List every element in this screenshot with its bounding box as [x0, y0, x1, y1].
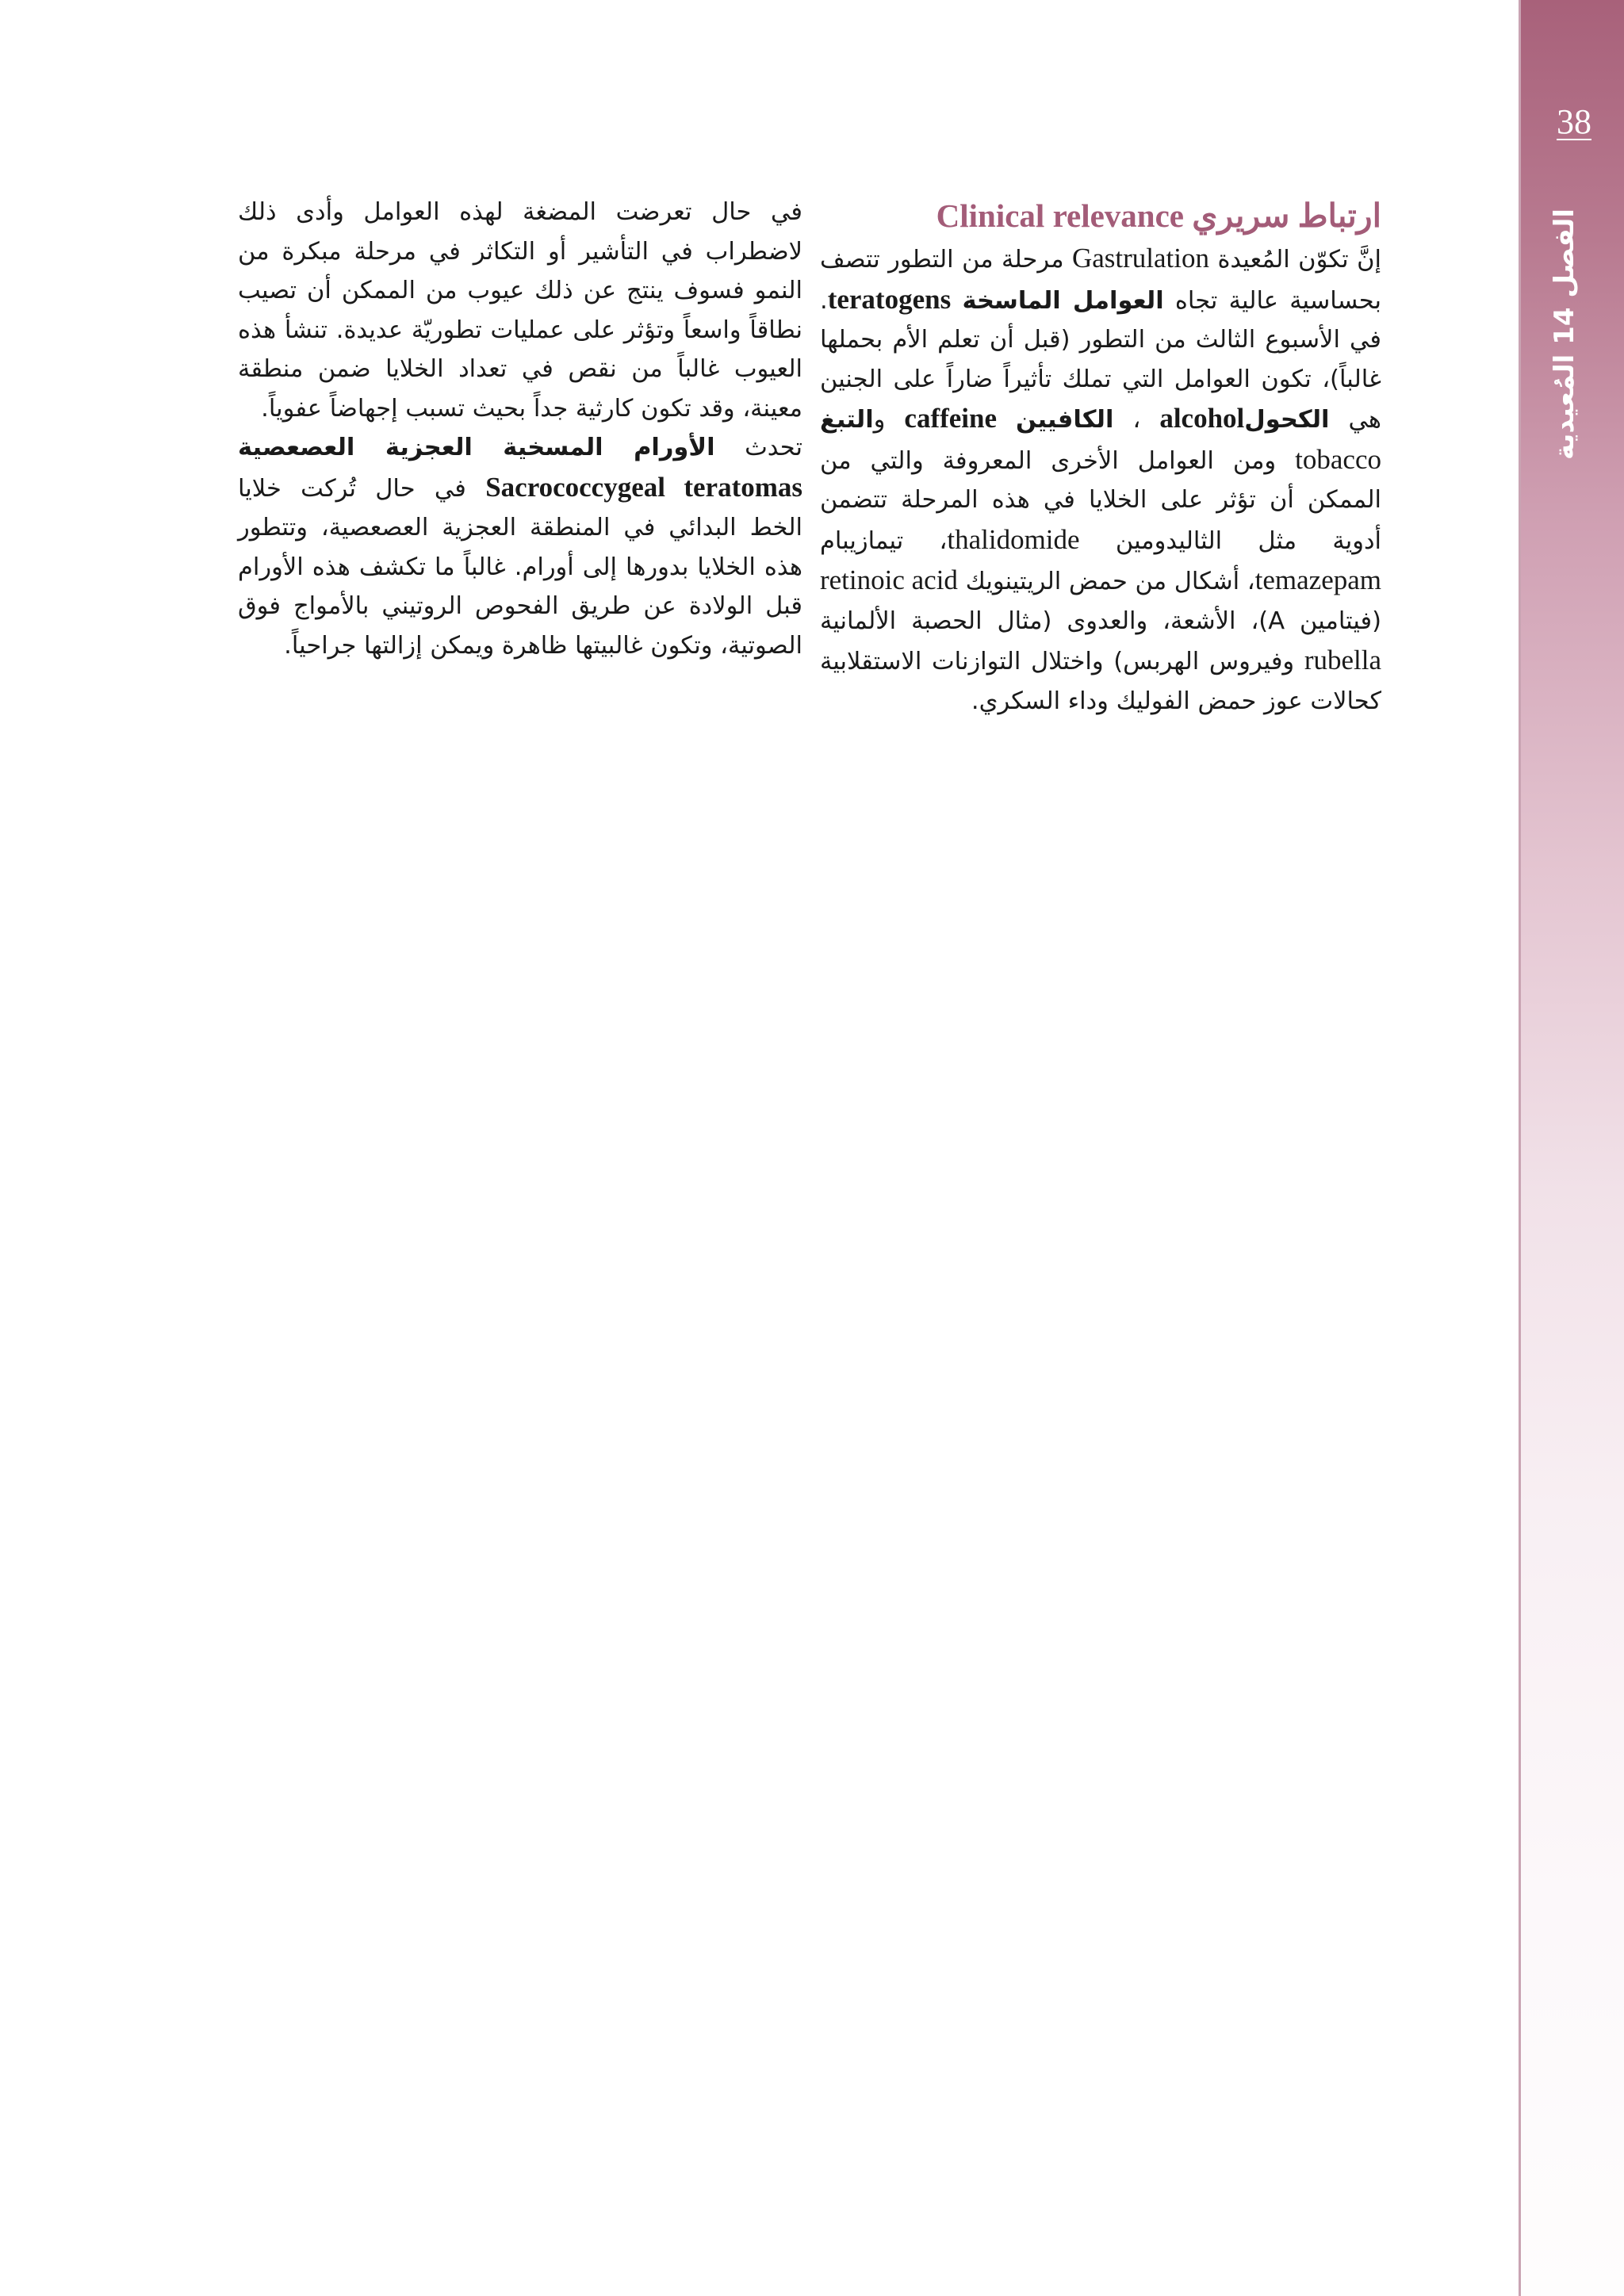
text-run: ،: [1113, 406, 1160, 434]
text-run: مرحلة من التطور تتصف بحساسية عالية تجاه: [820, 246, 1381, 315]
paragraph-sacrococcygeal-teratomas: [238, 428, 802, 665]
text-run: [951, 287, 962, 315]
term-teratogens-arabic: العوامل الماسخة: [962, 286, 1164, 315]
term-alcohol: alcohol: [1159, 403, 1245, 434]
term-alcohol-arabic: الكحول: [1244, 406, 1330, 434]
page-number: 38: [1557, 102, 1591, 141]
paragraph-embryo-exposure: في حال تعرضت المضغة لهذه العوامل وأدى ذلك لاضطراب في التأشير أو التكاثر في مرحلة مبكرة من النمو فسوف ينتج عن ذلك عيوب من الممكن أن تصيب نطاقاً واسعاً وتؤثر على عمليات تطوريّة عديدة. تنشأ هذه العيوب غالباً من نقص في تعداد الخلايا ضمن منطقة معينة، وقد تكون كارثية جداً بحيث تسبب إجهاضاً عفوياً.: [238, 198, 802, 423]
text-run: ، تيمازيبام: [820, 526, 948, 555]
text-run: و: [873, 406, 905, 434]
term-temazepam: temazepam: [1254, 564, 1381, 595]
term-sacrococcygeal-teratomas: Sacrococcygeal teratomas: [485, 471, 802, 503]
text-run: إنَّ تكوّن المُعيدة: [1209, 246, 1381, 274]
text-run: (فيتامين A)، الأشعة، والعدوى (مثال الحصبة الألمانية: [820, 607, 1381, 635]
text-column-right: [820, 193, 1381, 721]
term-tobacco: tobacco: [1295, 443, 1381, 475]
paragraph-gastrulation: [820, 239, 1381, 721]
text-run: . في الأسبوع الثالث من التطور (قبل أن تعلم الأم بحملها غالباً)، تكون العوامل التي تملك تأثيراً ضاراً على الجنين هي: [820, 286, 1381, 434]
side-band-border: [1519, 0, 1521, 2296]
term-rubella: rubella: [1304, 645, 1381, 675]
text-run: [997, 406, 1016, 434]
text-run: وفيروس الهربس) واختلال التوازنات الاستقلابية كحالات عوز حمض الفوليك وداء السكري.: [820, 648, 1381, 715]
term-gastrulation: Gastrulation: [1071, 243, 1209, 274]
term-caffeine-arabic: الكافيين: [1016, 406, 1114, 434]
chapter-title: الفصل 14 المُعيدية: [1549, 208, 1580, 460]
text-run: في حال تُركت خلايا الخط البدائي في المنطقة العجزية العصعصية، وتتطور هذه الخلايا بدورها إلى أورام. غالباً ما تكشف هذه الأورام قبل الولادة عن طريق الفحوص الروتيني بالأمواج فوق الصوتية، وتكون غالبيتها ظاهرة ويمكن إزالتها جراحياً.: [238, 474, 802, 660]
term-teratomas-arabic: الأورام المسخية العجزية العصعصية: [238, 434, 715, 461]
term-retinoic-acid: retinoic acid: [819, 564, 958, 595]
text-column-left: [238, 193, 802, 665]
term-tobacco-arabic: التبغ: [820, 406, 874, 434]
text-run: تحدث: [714, 434, 802, 461]
section-heading: ارتباط سريري Clinical relevance: [936, 197, 1381, 234]
term-teratogens: teratogens: [827, 283, 952, 315]
text-run: ومن العوامل الأخرى المعروفة والتي من الممكن أن تؤثر على الخلايا في هذه المرحلة تتضمن أدوية مثل الثاليدومين: [820, 446, 1382, 555]
term-thalidomide: thalidomide: [947, 523, 1080, 555]
text-run: ، أشكال من حمض الريتينويك: [957, 568, 1255, 595]
term-caffeine: caffeine: [904, 403, 998, 434]
